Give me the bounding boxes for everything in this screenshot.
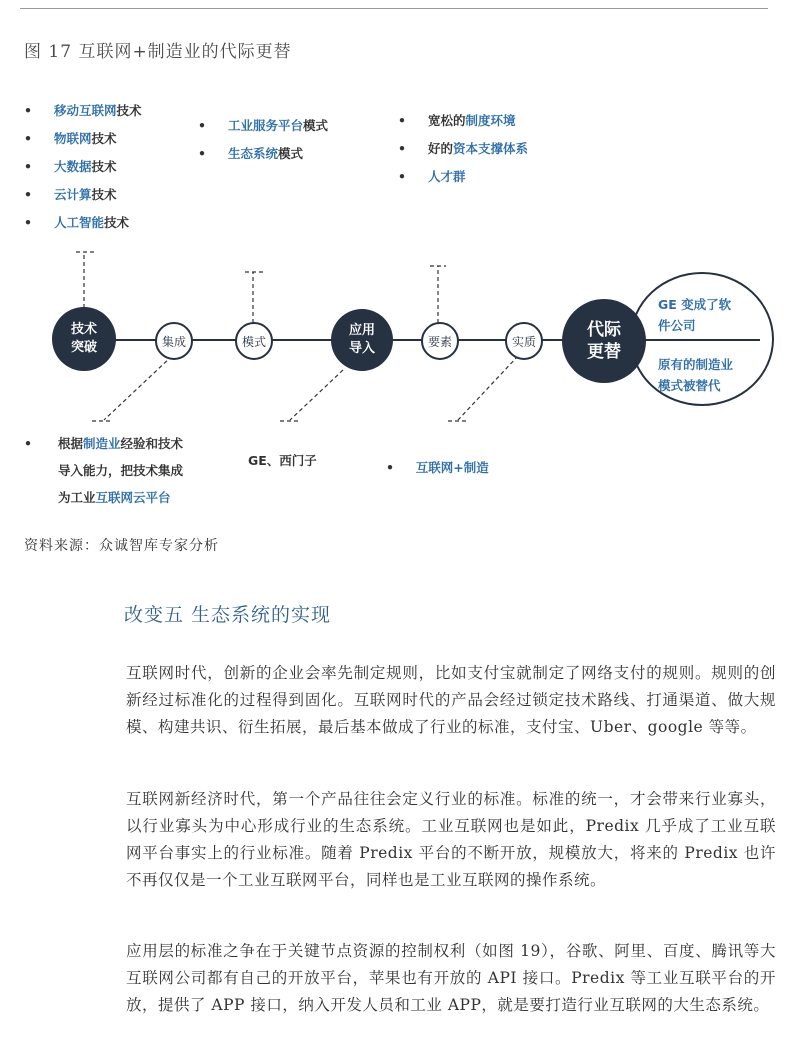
item-text: 好的 [428,141,454,156]
node-integrate [155,322,193,360]
bullet-icon: • [198,146,206,161]
item-text: 技术 [91,131,117,146]
bullet-icon: • [24,215,32,230]
bullet-icon: • [24,131,32,146]
highlight-text: 工业服务平台 [228,118,304,133]
node-label: 突破 [70,340,97,355]
node-label: 应用 [348,323,375,338]
dash-connector [458,356,518,420]
body-paragraph: 互联网时代，创新的企业会率先制定规则，比如支付宝就制定了网络支付的规则。规则的创新经过标准化的过程得到固化。互联网时代的产品会经过锁定技术路线、打通渠道、做大规模、构建共识、衍生拓展，最后基本做成了行业的标准，支付宝、Uber、google 等等。 [126,664,776,736]
highlight-text: 大数据 [54,159,92,174]
highlight-text: 资本支撑体系 [453,141,529,156]
item-text: 宽松的 [428,113,466,128]
ge-outcome-text-2: 原有的制造业 模式被替代 [658,357,734,393]
section-heading: 改变五 生态系统的实现 [124,604,332,626]
node-label: 技术 [70,322,97,337]
figure-source: 资料来源：众诚智库专家分析 [24,538,219,554]
item-text: 技术 [116,103,142,118]
bullet-icon: • [398,141,406,156]
figure-title: 图 17 互联网+制造业的代际更替 [24,42,292,62]
node-essence [505,322,543,360]
dash-connector [104,356,172,420]
internet-plus-note: • 互联网+制造 [386,460,489,475]
node-mode [235,322,273,360]
node-label: 更替 [587,342,621,362]
highlight-text: 人工智能 [54,215,105,230]
body-paragraph: 应用层的标准之争在于关键节点资源的控制权利（如图 19），谷歌、阿里、百度、腾讯等大互联网公司都有自己的开放平台，苹果也有开放的 API 接口。Predix 等工业互联平台的开放，提供了 APP 接口，纳入开发人员和工业 APP，就是要打造行业互联网的大生态系统。 [126,942,776,1014]
dash-connector [290,370,343,420]
bullet-icon: • [198,118,206,133]
highlight-text: 移动互联网 [54,103,117,118]
companies-note: GE、西门子 [248,453,317,468]
highlight-text: 生态系统 [228,146,279,161]
node-label: 模式 [241,334,266,349]
item-text: 模式 [303,118,329,133]
bullet-icon: • [24,187,32,202]
item-text: 技术 [104,215,130,230]
node-tech-breakthrough [52,307,116,371]
node-label: 实质 [511,334,536,349]
bullet-icon: • [398,113,406,128]
node-label: 代际 [587,320,621,340]
bullet-icon: • [398,169,406,184]
item-text: 技术 [91,187,117,202]
highlight-text: 云计算 [54,187,92,202]
node-application [331,309,393,371]
node-label: 集成 [161,334,186,349]
highlight-text: 人才群 [428,169,466,184]
bullet-icon: • [386,460,394,475]
node-label: 要素 [427,334,452,349]
item-text: 模式 [278,146,304,161]
ge-outcome-text: GE 变成了软 件公司 [658,297,732,333]
bullet-icon: • [24,103,32,118]
bullet-icon: • [24,436,32,451]
highlight-text: 制度环境 [465,113,516,128]
node-element [421,322,459,360]
body-paragraph: 互联网新经济时代，第一个产品往往会定义行业的标准。标准的统一，才会带来行业寡头，以行业寡头为中心形成行业的生态系统。工业互联网也是如此，Predix 几乎成了工业互联网平台事实上的行业标准。随着 Predix 平台的不断开放，规模放大，将来的 Predix 也许不再仅仅是一个工业互联网平台，同样也是工业互联网的操作系统。 [126,790,776,889]
item-text: 技术 [91,159,117,174]
bullet-icon: • [24,159,32,174]
node-label: 导入 [348,341,375,356]
highlight-text: 物联网 [54,131,92,146]
integration-note: • 根据制造业经验和技术 导入能力，把技术集成 为工业互联网云平台 [24,430,183,511]
